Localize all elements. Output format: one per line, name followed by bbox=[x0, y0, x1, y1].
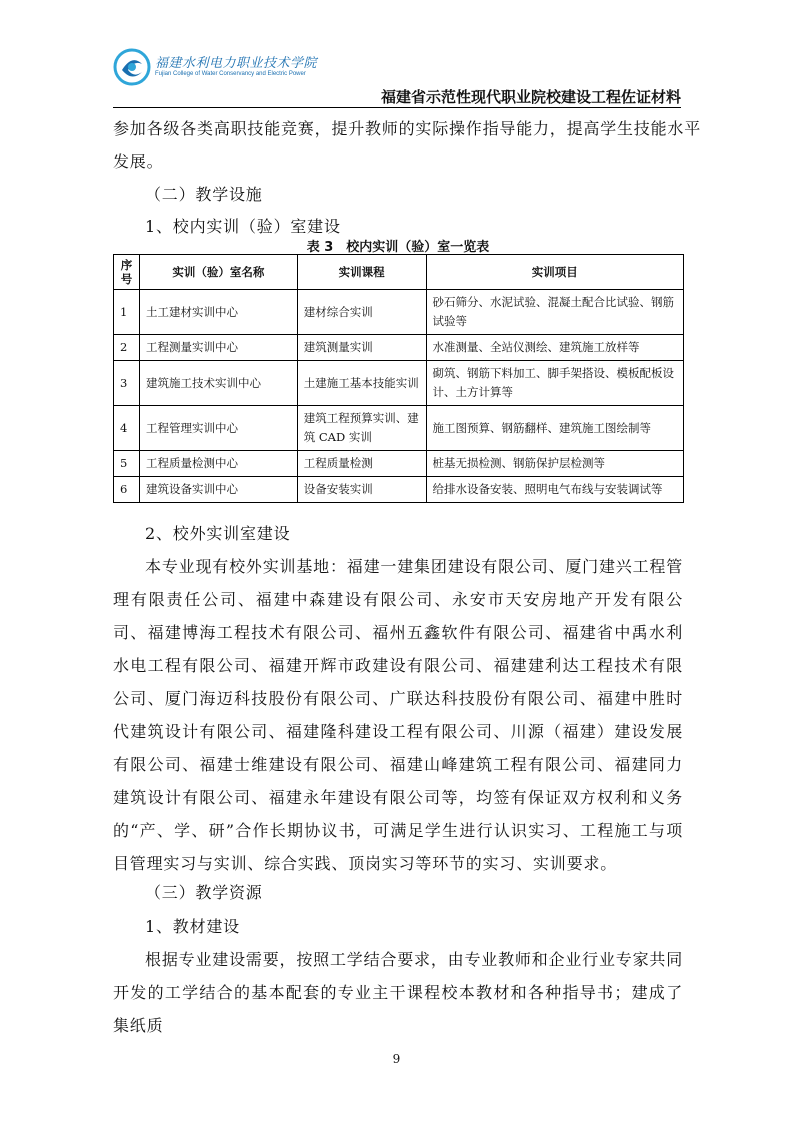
header-divider bbox=[113, 107, 681, 108]
cell-name: 土工建材实训中心 bbox=[139, 290, 297, 335]
cell-project: 砌筑、钢筋下料加工、脚手架搭设、模板配板设计、土方计算等 bbox=[426, 361, 684, 406]
cell-name: 工程管理实训中心 bbox=[139, 406, 297, 451]
table-row bbox=[114, 406, 684, 451]
subheading-internal-labs: 1、校内实训（验）室建设 bbox=[145, 217, 341, 236]
cell-no: 5 bbox=[114, 451, 140, 477]
cell-no: 1 bbox=[114, 290, 140, 335]
cell-no: 6 bbox=[114, 477, 140, 503]
cell-name: 建筑设备实训中心 bbox=[139, 477, 297, 503]
cell-course: 工程质量检测 bbox=[297, 451, 426, 477]
header-no: 序 号 bbox=[114, 255, 140, 290]
cell-course: 建材综合实训 bbox=[297, 290, 426, 335]
cell-course: 土建施工基本技能实训 bbox=[297, 361, 426, 406]
section-heading-resources: （三）教学资源 bbox=[145, 883, 263, 902]
cell-project: 水准测量、全站仪测绘、建筑施工放样等 bbox=[426, 335, 684, 361]
header-project: 实训项目 bbox=[426, 255, 684, 290]
cell-course: 建筑工程预算实训、建筑 CAD 实训 bbox=[297, 406, 426, 451]
cell-no: 2 bbox=[114, 335, 140, 361]
college-logo bbox=[113, 48, 318, 92]
table-caption: 表 3 校内实训（验）室一览表 bbox=[306, 240, 490, 255]
intro-line-1: 参加各级各类高职技能竞赛，提升教师的实际操作指导能力，提高学生技能水平 bbox=[113, 119, 702, 138]
header-name: 实训（验）室名称 bbox=[139, 255, 297, 290]
intro-line-2: 发展。 bbox=[113, 152, 164, 171]
cell-project: 施工图预算、钢筋翻样、建筑施工图绘制等 bbox=[426, 406, 684, 451]
cell-no: 3 bbox=[114, 361, 140, 406]
subheading-external-labs: 2、校外实训室建设 bbox=[145, 524, 291, 543]
cell-course: 建筑测量实训 bbox=[297, 335, 426, 361]
cell-name: 工程测量实训中心 bbox=[139, 335, 297, 361]
external-bases-paragraph: 本专业现有校外实训基地：福建一建集团建设有限公司、厦门建兴工程管理有限责任公司、福建中森建设有限公司、永安市天安房地产开发有限公司、福建博海工程技术有限公司、福州五鑫软件有限公司、福建省中禹水利水电工程有限公司、福建开辉市政建设有限公司、福建建利达工程技术有限公司、厦门海迈科技股份有限公司、广联达科技股份有限公司、福建中胜时代建筑设计有限公司、福建隆科建设工程有限公司、川源（福建）建设发展有限公司、福建士维建设有限公司、福建山峰建筑工程有限公司、福建同力建筑设计有限公司、福建永年建设有限公司等，均签有保证双方权利和义务的“产、学、研”合作长期协议书，可满足学生进行认识实习、工程施工与项目管理实习与实训、综合实践、顶岗实习等环节的实习、实训要求。 bbox=[113, 557, 683, 873]
table-header-row bbox=[114, 255, 684, 290]
logo-english-name: Fujian College of Water Conservancy and Electric Power bbox=[155, 71, 306, 77]
subheading-textbooks: 1、教材建设 bbox=[145, 917, 240, 936]
cell-no: 4 bbox=[114, 406, 140, 451]
logo-chinese-name: 福建水利电力职业技术学院 bbox=[155, 56, 318, 71]
table-row bbox=[114, 335, 684, 361]
table-row bbox=[114, 451, 684, 477]
cell-course: 设备安装实训 bbox=[297, 477, 426, 503]
header-title: 福建省示范性现代职业院校建设工程佐证材料 bbox=[380, 88, 681, 106]
cell-name: 工程质量检测中心 bbox=[139, 451, 297, 477]
header-course: 实训课程 bbox=[297, 255, 426, 290]
table-row bbox=[114, 477, 684, 503]
table-row bbox=[114, 290, 684, 335]
section-heading-facilities: （二）教学设施 bbox=[145, 185, 263, 204]
table-row bbox=[114, 361, 684, 406]
cell-project: 砂石筛分、水泥试验、混凝土配合比试验、钢筋试验等 bbox=[426, 290, 684, 335]
textbook-paragraph: 根据专业建设需要，按照工学结合要求，由专业教师和企业行业专家共同开发的工学结合的基本配套的专业主干课程校本教材和各种指导书；建成了集纸质 bbox=[113, 950, 683, 1035]
cell-name: 建筑施工技术实训中心 bbox=[139, 361, 297, 406]
cell-project: 给排水设备安装、照明电气布线与安装调试等 bbox=[426, 477, 684, 503]
lab-table bbox=[113, 254, 684, 503]
college-emblem-icon bbox=[113, 48, 151, 86]
cell-project: 桩基无损检测、钢筋保护层检测等 bbox=[426, 451, 684, 477]
page-number: 9 bbox=[392, 1052, 401, 1066]
